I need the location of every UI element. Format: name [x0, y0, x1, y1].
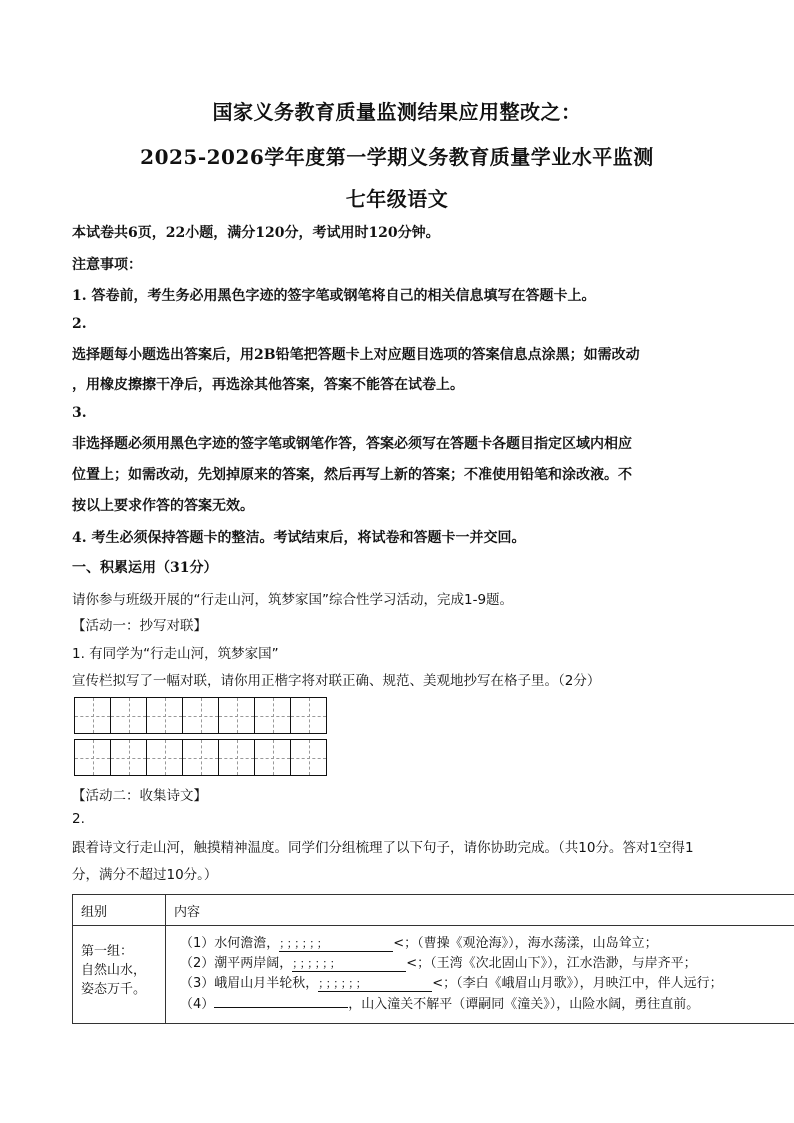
activity-2-heading: 【活动二：收集诗文】	[72, 788, 207, 804]
grid-cell[interactable]	[290, 739, 327, 776]
group-label: 第一组： 自然山水， 姿态万千。	[73, 926, 166, 1024]
grid-cell[interactable]	[74, 697, 111, 734]
answer-blank[interactable]: ；；；；；；	[279, 938, 393, 952]
couplet-grid-lower[interactable]	[74, 739, 327, 775]
notice-item-1: 1. 答卷前，考生务必用黑色字迹的签字笔或钢笔将自己的相关信息填写在答题卡上。	[72, 288, 596, 304]
notice-item-2-line2: ，用橡皮擦擦干净后，再选涂其他答案，答案不能答在试卷上。	[72, 377, 464, 393]
item-text: （3）峨眉山月半轮秋，	[180, 976, 319, 991]
answer-blank[interactable]: ；；；；；；	[292, 958, 406, 972]
poem-item-1	[180, 934, 788, 954]
header-content: 内容	[166, 895, 794, 926]
notice-item-4: 4. 考生必须保持答题卡的整洁。考试结束后，将试卷和答题卡一并交回。	[72, 530, 526, 546]
exam-summary: 本试卷共6页，22小题，满分120分，考试用时120分钟。	[72, 225, 440, 241]
grid-cell[interactable]	[110, 739, 147, 776]
question-2-line2: 分，满分不超过10分。）	[72, 867, 218, 883]
grid-cell[interactable]	[146, 739, 183, 776]
section-intro: 请你参与班级开展的“行走山河，筑梦家国”综合性学习活动，完成1-9题。	[72, 592, 514, 608]
answer-blank[interactable]: ；；；；；；	[318, 978, 432, 992]
activity-1-heading: 【活动一：抄写对联】	[72, 618, 207, 634]
answer-blank[interactable]	[214, 994, 348, 1008]
grid-cell[interactable]	[218, 739, 255, 776]
question-1-task: 宣传栏拟写了一幅对联，请你用正楷字将对联正确、规范、美观地抄写在格子里。（2分）	[72, 673, 601, 689]
grid-cell[interactable]	[254, 697, 291, 734]
grid-cell[interactable]	[182, 697, 219, 734]
grid-cell[interactable]	[110, 697, 147, 734]
group-content	[166, 926, 794, 1024]
header-group: 组别	[73, 895, 166, 926]
couplet-grid-upper[interactable]	[74, 697, 327, 733]
notice-item-3-line2: 位置上；如需改动，先划掉原来的答案，然后再写上新的答案；不准使用铅笔和涂改液。不	[72, 467, 632, 483]
item-text: ，山入潼关不解平（谭嗣同《潼关》），山险水阔，勇往直前。	[348, 997, 700, 1012]
table-row	[73, 926, 794, 1024]
question-2-line1: 跟着诗文行走山河，触摸精神温度。同学们分组梳理了以下句子，请你协助完成。（共10分。答对1空得1	[72, 840, 694, 856]
item-text: （4）	[180, 997, 215, 1012]
notice-item-3-line1: 非选择题必须用黑色字迹的签字笔或钢笔作答，答案必须写在答题卡各题目指定区域内相应	[72, 436, 632, 452]
grid-cell[interactable]	[146, 697, 183, 734]
poem-item-4	[180, 994, 788, 1015]
poetry-table	[72, 894, 794, 1024]
grid-cell[interactable]	[290, 697, 327, 734]
grid-cell[interactable]	[74, 739, 111, 776]
grid-cell[interactable]	[182, 739, 219, 776]
grid-cell[interactable]	[218, 697, 255, 734]
item-text: （1）水何澹澹，	[180, 936, 280, 951]
item-text: <；（王湾《次北固山下》），江水浩渺，与岸齐平；	[406, 956, 697, 971]
poem-item-3	[180, 974, 788, 994]
exam-title-line2: 2025-2026学年度第一学期义务教育质量学业水平监测	[140, 145, 654, 169]
exam-subject-title: 七年级语文	[345, 187, 449, 211]
section-heading: 一、积累运用（31分）	[72, 560, 218, 576]
exam-title-line1: 国家义务教育质量监测结果应用整改之：	[212, 100, 582, 124]
notice-item-3-number: 3.	[72, 405, 87, 421]
grid-cell[interactable]	[254, 739, 291, 776]
question-1-stem: 1. 有同学为“行走山河，筑梦家国”	[72, 646, 279, 662]
notice-item-2-line1: 选择题每小题选出答案后，用2B铅笔把答题卡上对应题目选项的答案信息点涂黑；如需改动	[72, 347, 640, 363]
item-text: <；（李白《峨眉山月歌》），月映江中，伴人远行；	[432, 976, 723, 991]
question-2-number: 2.	[72, 811, 85, 827]
poem-item-2	[180, 954, 788, 974]
item-text: （2）潮平两岸阔，	[180, 956, 293, 971]
table-header-row	[73, 895, 794, 926]
item-text: <；（曹操《观沧海》），海水荡漾，山岛耸立；	[393, 936, 658, 951]
notice-item-3-line3: 按以上要求作答的答案无效。	[72, 498, 254, 514]
notice-item-2-number: 2.	[72, 316, 87, 332]
notice-heading: 注意事项：	[72, 257, 142, 273]
